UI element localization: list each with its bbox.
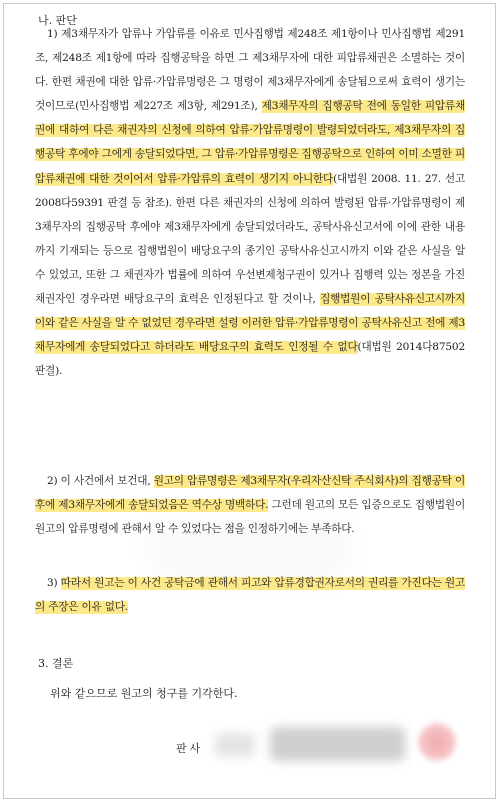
section-header-judgment: 나. 판단 bbox=[38, 14, 77, 27]
paragraph-1 bbox=[35, 22, 465, 383]
paragraph-2 bbox=[35, 469, 465, 541]
redacted-judge-name bbox=[270, 727, 405, 761]
highlight-1: 제3채무자의 집행공탁 전에 동일한 피압류채권에 대하여 다른 채권자의 신청에 의하여 압류·가압류명령이 발령되었더라도, 제3채무자의 집행공탁 후에야 그에게 송달되었다면, 그 압류·가압류명령은 집행공탁으로 인하여 이미 소멸한 피압류채권에 대한 것이어서 압류·가압류의 효력이 생기지 아니한다 bbox=[35, 100, 465, 185]
paragraph-1-text-a: 1) 제3채무자가 압류나 가압류를 이유로 민사집행법 제248조 제1항이나 민사집행법 제291조, 제248조 제1항에 따라 집행공탁을 하면 그 제3채무자에 대한 피압류채권은 소멸하는 것이다. 한편 채권에 대한 압류·가압류명령은 그 명령이 제3채무자에게 송달됨으로써 효력이 생기는 것이므로(민사집행법 제227조 제3항, 제291조), bbox=[35, 28, 465, 113]
paragraph-1-text-c: (대법원 2014다87502 판결). bbox=[35, 341, 465, 378]
paragraph-3 bbox=[35, 571, 465, 619]
conclusion-text: 위와 같으므로 원고의 청구를 기각한다. bbox=[50, 687, 238, 700]
highlight-2: 집행법원이 공탁사유신고시까지 이와 같은 사실을 알 수 없었던 경우라면 설령 이러한 압류·가압류명령이 공탁사유신고 전에 제3채무자에게 송달되었다고 하더라도 배당요구의 효력도 인정될 수 없다 bbox=[35, 293, 465, 354]
highlight-4: 따라서 원고는 이 사건 공탁금에 관해서 피고와 압류경합권자로서의 권리를 가진다는 원고의 주장은 이유 없다. bbox=[35, 577, 466, 614]
paragraph-3-text-a: 3) bbox=[47, 577, 61, 589]
paragraph-2-text-b: 그런데 원고의 모든 입증으로도 집행법원이 원고의 압류명령에 관해서 알 수 있었다는 점을 인정하기에는 부족하다. bbox=[35, 499, 465, 536]
redacted-name-block-1 bbox=[215, 733, 255, 757]
paragraph-2-text-a: 2) 이 사건에서 보건대, bbox=[47, 475, 154, 487]
judge-label: 판사 bbox=[176, 742, 204, 755]
highlight-3: 원고의 압류명령은 제3채무자(우리자산신탁 주식회사)의 집행공탁 이후에 제3채무자에게 송달되었음은 역수상 명백하다. bbox=[35, 475, 465, 512]
official-seal bbox=[418, 723, 456, 761]
conclusion-header: 3. 결론 bbox=[38, 657, 74, 670]
paragraph-1-text-b: (대법원 2008. 11. 27. 선고 2008다59391 판결 등 참조). 한편 다른 채권자의 신청에 의하여 발령된 압류·가압류명령이 제3채무자의 집행공탁 후에야 제3채무자에게 송달되었더라도, 공탁사유신고서에 이에 관한 내용까지 기재되는 등으로 집행법원이 배당요구의 종기인 공탁사유신고시까지 이와 같은 사실을 알 수 있었고, 또한 그 채권자가 법률에 의하여 우선변제청구권이 있거나 집행력 있는 정본을 가진 채권자인 경우라면 배당요구의 효력은 인정된다고 할 것이나, bbox=[35, 172, 466, 306]
